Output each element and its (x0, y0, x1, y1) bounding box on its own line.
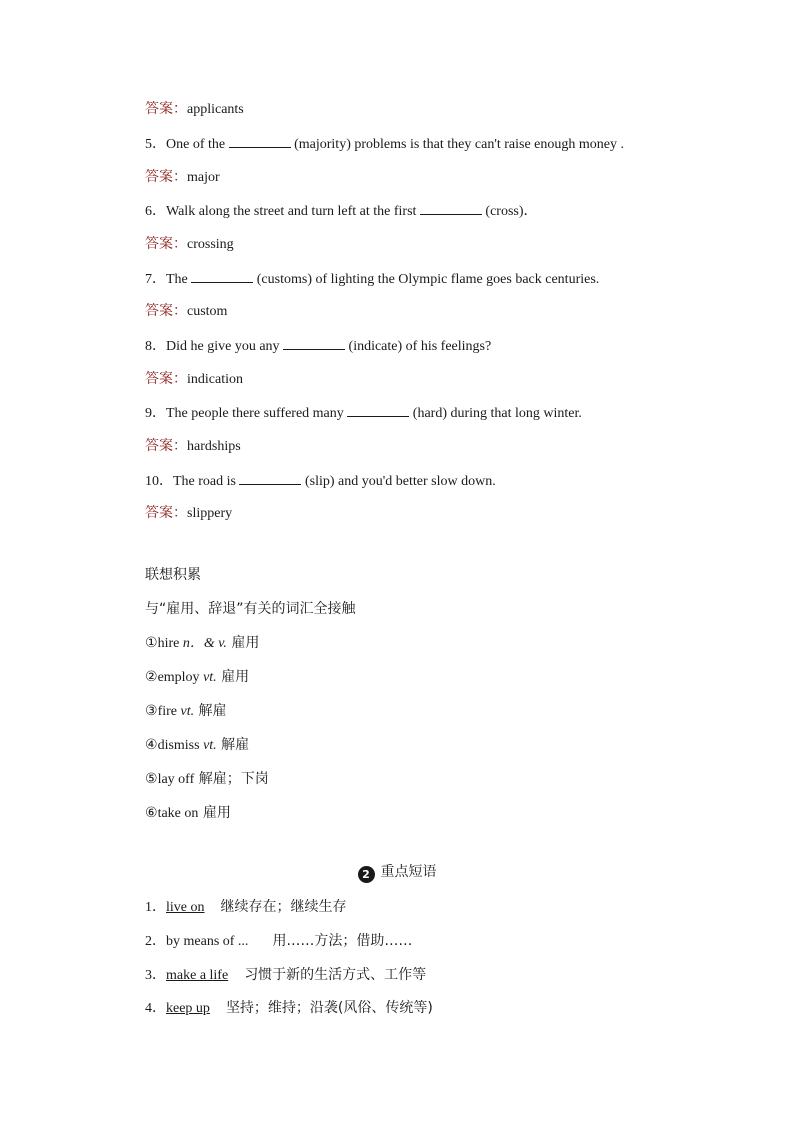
phrase-meaning: 习惯于新的生活方式、工作等 (244, 967, 427, 983)
association-title: 联想积累 (145, 567, 201, 583)
question-number: 9． (145, 406, 166, 421)
phrase-number: 3． (145, 968, 166, 983)
phrase-text: by means of ... (166, 934, 249, 949)
answer-text: crossing (187, 237, 234, 252)
entry-mark: ① (145, 635, 158, 651)
entry-meaning: 雇用 (226, 635, 260, 651)
question-text-post: (indicate) of his feelings? (345, 339, 492, 354)
answer-line (145, 302, 227, 321)
question-text-pre: Did he give you any (166, 339, 284, 354)
question-text-pre: One of the (166, 137, 229, 152)
phrase-text: make a life (166, 968, 229, 983)
section-heading (0, 863, 794, 883)
answer-line (145, 437, 241, 456)
answer-text: major (187, 170, 220, 185)
answer-label: 答案： (145, 303, 187, 319)
phrase-item (145, 898, 347, 917)
entry-pos: n．& v. (179, 636, 227, 651)
entry-pos: vt. (177, 704, 195, 719)
answer-label: 答案： (145, 236, 187, 252)
question-8 (145, 336, 491, 356)
entry-meaning: 雇用 (216, 669, 250, 685)
entry-meaning: 解雇；下岗 (194, 771, 269, 787)
question-5 (145, 134, 624, 154)
answer-line (145, 235, 234, 254)
entry-pos: vt. (199, 670, 217, 685)
question-number: 10． (145, 474, 173, 489)
answer-line (145, 100, 244, 119)
vocab-entry (145, 804, 231, 823)
question-text-pre: The road is (173, 474, 240, 489)
section-number-badge: 2 (358, 866, 375, 883)
phrase-number: 1． (145, 900, 166, 915)
answer-line (145, 504, 232, 523)
section-title: 重点短语 (380, 864, 437, 880)
question-number: 8． (145, 339, 166, 354)
question-number: 6． (145, 204, 166, 219)
entry-word: lay off (157, 772, 195, 787)
entry-meaning: 雇用 (198, 805, 231, 821)
entry-mark: ⑥ (145, 805, 158, 821)
answer-label: 答案： (145, 169, 187, 185)
vocab-entry (145, 634, 259, 653)
answer-blank (229, 134, 291, 148)
question-text-pre: The (166, 272, 192, 287)
entry-word: take on (157, 806, 199, 821)
association-subtitle: 与“雇用、辞退”有关的词汇全接触 (145, 601, 356, 617)
answer-label: 答案： (145, 101, 187, 117)
entry-meaning: 解雇 (216, 737, 250, 753)
entry-word: fire (157, 704, 177, 719)
question-number: 5． (145, 137, 166, 152)
question-text-post: (slip) and you'd better slow down. (301, 474, 496, 489)
answer-label: 答案： (145, 438, 187, 454)
entry-mark: ② (145, 669, 158, 685)
question-6 (145, 201, 538, 221)
answer-text: indication (187, 372, 243, 387)
phrase-item (145, 999, 433, 1018)
vocab-entry (145, 702, 227, 721)
question-9 (145, 403, 582, 423)
question-text-post: (hard) during that long winter. (409, 406, 582, 421)
entry-mark: ⑤ (145, 771, 158, 787)
phrase-item (145, 932, 412, 951)
answer-blank (420, 201, 482, 215)
answer-line (145, 168, 220, 187)
question-text-post: (customs) of lighting the Olympic flame goes back centuries. (253, 272, 600, 287)
question-number: 7． (145, 272, 166, 287)
phrase-text: live on (166, 900, 205, 915)
phrase-meaning: 坚持；维持；沿袭(风俗、传统等) (225, 1000, 433, 1016)
answer-text: slippery (187, 506, 233, 521)
entry-word: employ (157, 670, 200, 685)
phrase-number: 2． (145, 934, 166, 949)
answer-text: hardships (187, 439, 241, 454)
question-10 (145, 471, 496, 491)
answer-blank (239, 471, 301, 485)
answer-text: custom (187, 304, 228, 319)
entry-mark: ③ (145, 703, 158, 719)
answer-blank (347, 403, 409, 417)
entry-pos: vt. (199, 738, 217, 753)
vocab-entry (145, 770, 269, 789)
answer-blank (191, 269, 253, 283)
answer-label: 答案： (145, 505, 187, 521)
phrase-number: 4． (145, 1001, 166, 1016)
entry-word: hire (157, 636, 180, 651)
vocab-entry (145, 668, 249, 687)
entry-meaning: 解雇 (194, 703, 227, 719)
phrase-item (145, 966, 426, 985)
question-text-post: (majority) problems is that they can't raise enough money . (290, 137, 624, 152)
answer-line (145, 370, 243, 389)
phrase-meaning: 继续存在；继续生存 (220, 899, 347, 915)
phrase-text: keep up (166, 1001, 210, 1016)
question-text-pre: Walk along the street and turn left at the first (166, 204, 420, 219)
question-text-pre: The people there suffered many (166, 406, 348, 421)
phrase-meaning: 用……方法；借助…… (272, 933, 413, 949)
answer-blank (283, 336, 345, 350)
answer-text: applicants (187, 102, 244, 117)
entry-word: dismiss (157, 738, 200, 753)
entry-mark: ④ (145, 737, 158, 753)
question-7 (145, 269, 599, 289)
vocab-entry (145, 736, 249, 755)
question-text-post: (cross)． (481, 204, 538, 219)
answer-label: 答案： (145, 371, 187, 387)
